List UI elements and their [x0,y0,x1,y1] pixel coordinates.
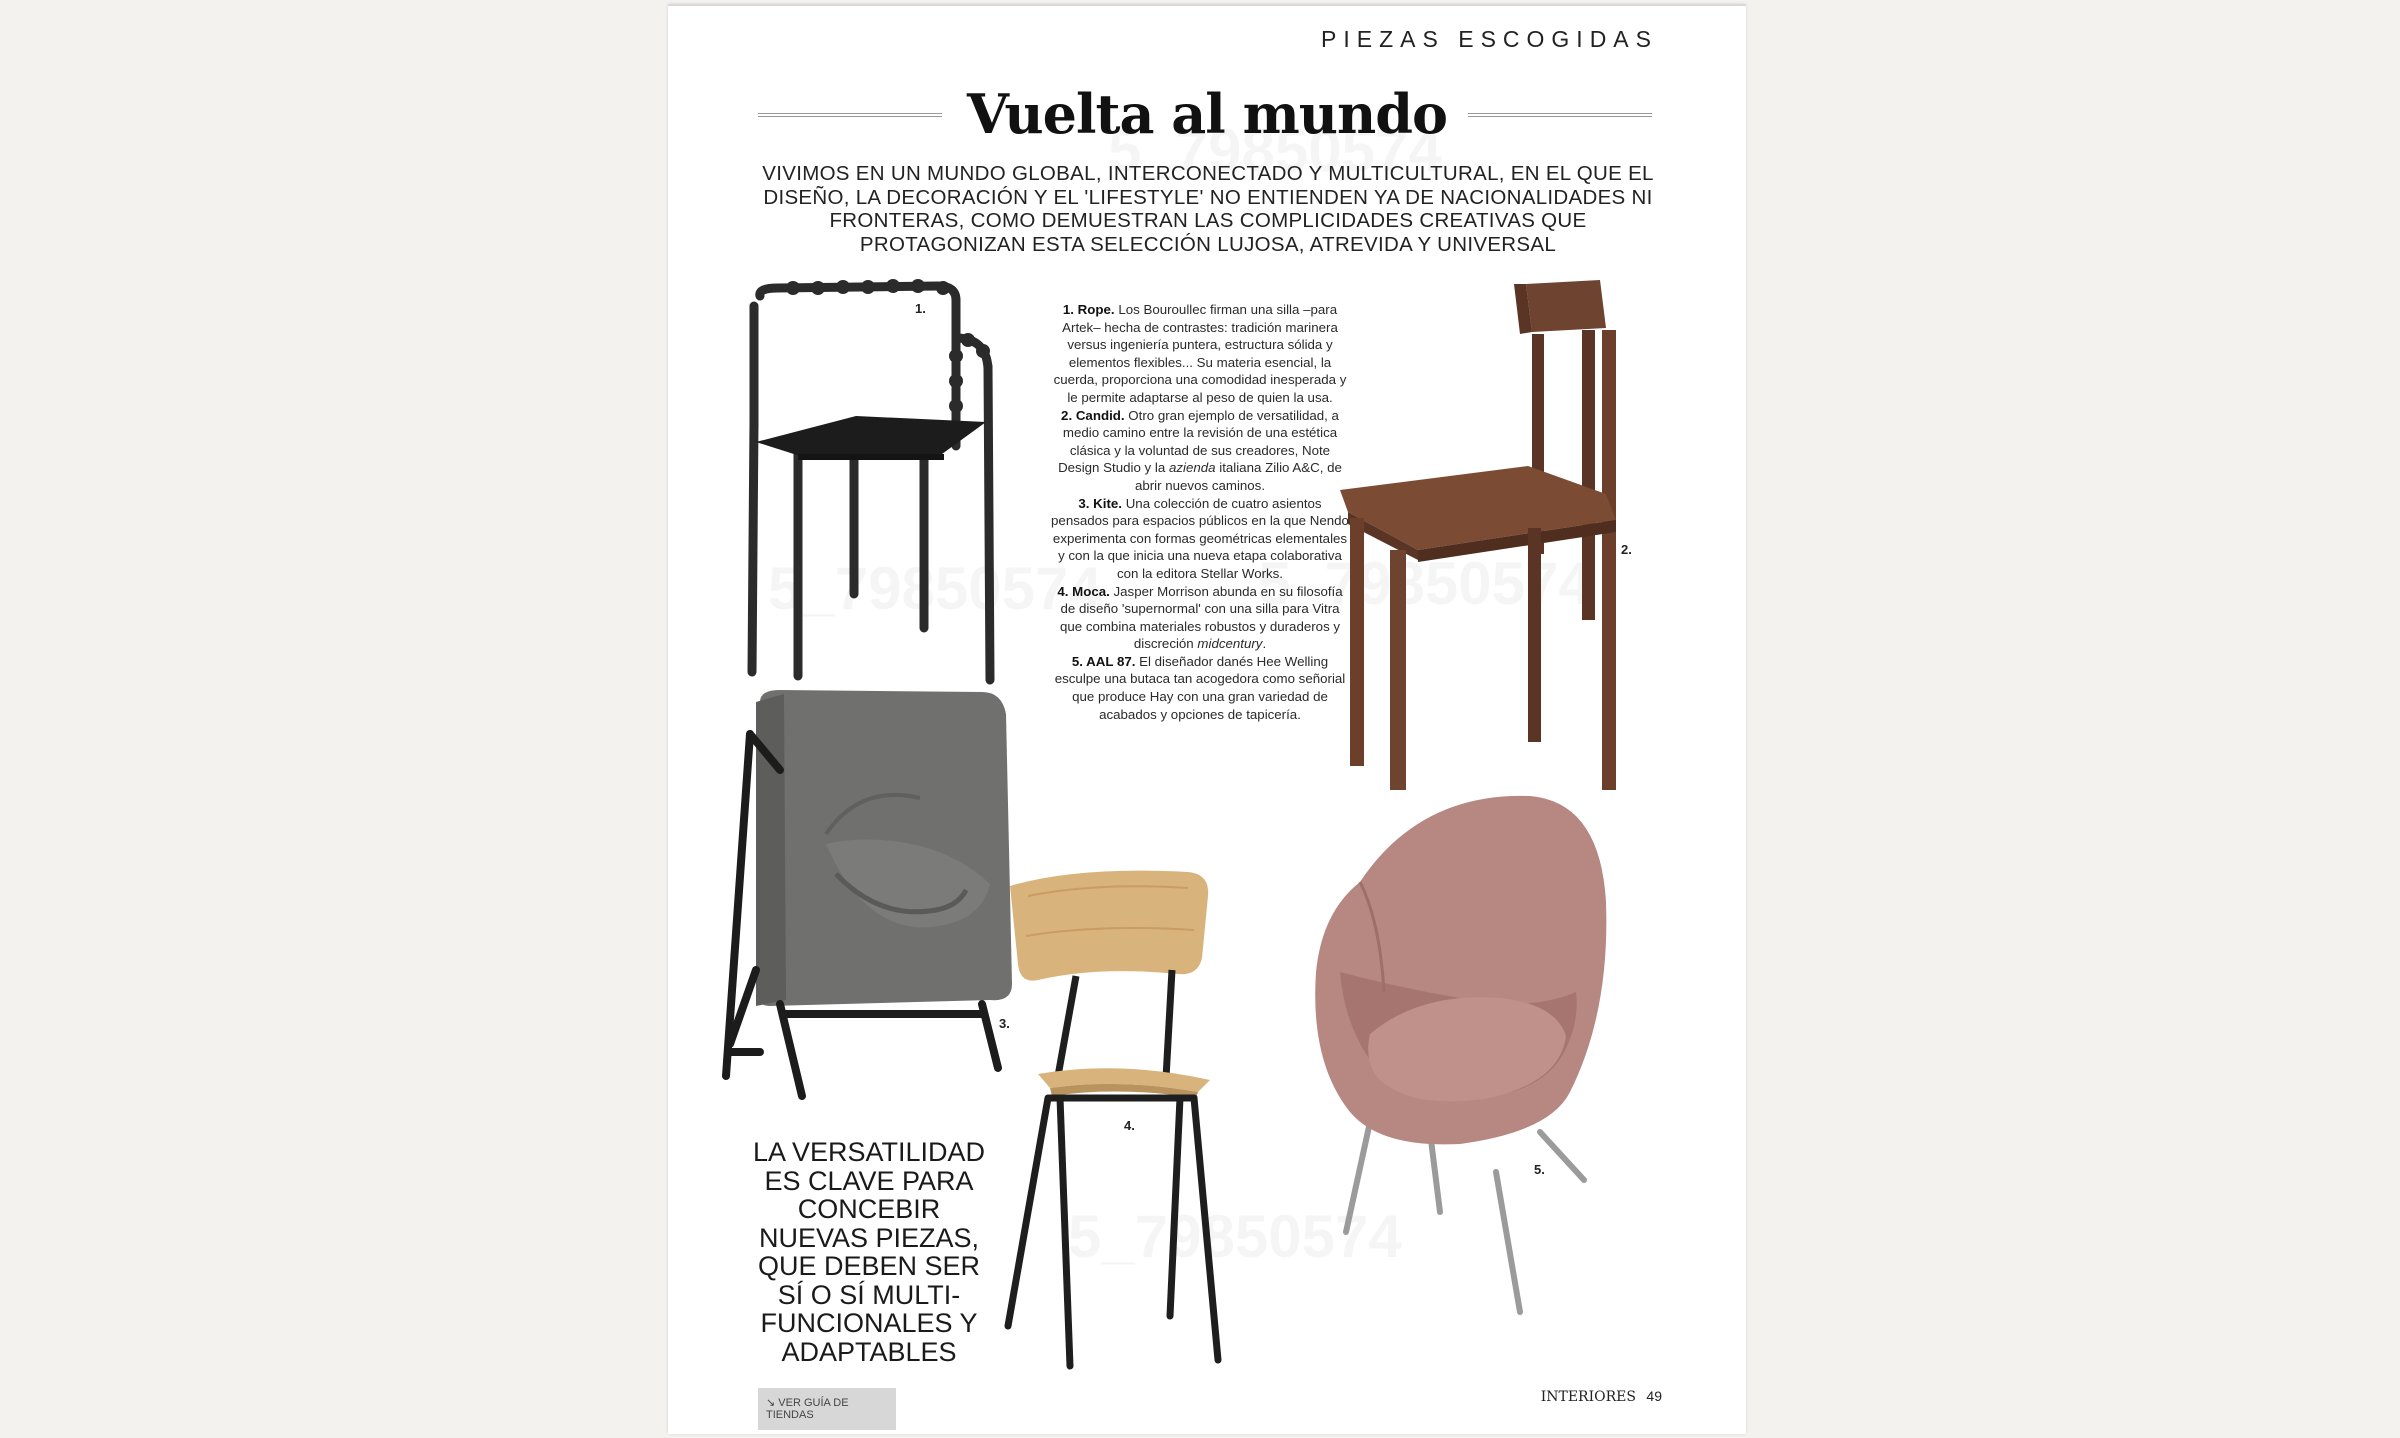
footer-folio [1541,1388,1662,1405]
section-header: PIEZAS ESCOGIDAS [1321,26,1658,52]
article-body [1050,301,1350,723]
item-number-1: 1. [915,301,926,316]
page-number: 49 [1646,1388,1662,1404]
kite-chair-image [720,684,1040,1104]
item-number-5: 5. [1534,1162,1545,1177]
item-name: 5. AAL 87. [1071,653,1136,669]
item-description: 3. Kite. Una colección de cuatro asientos pensados para espacios públicos en la que Nendo experimenta con formas geométricas elementales y con la que inicia una nueva etapa colaborativa con la editora Stellar Works. [1051,495,1349,581]
magazine-brand: INTERIORES [1540,1389,1636,1405]
pull-quote: LA VERSATILIDAD ES CLAVE PARA CONCEBIR NUEVAS PIEZAS, QUE DEBEN SER SÍ O SÍ MULTI-FUNCIONALES Y ADAPTABLES [752,1137,986,1367]
store-guide-label: ↘ VER GUÍA DE TIENDAS [766,1397,849,1421]
item-description: 4. Moca. Jasper Morrison abunda en su filosofía de diseño 'supernormal' con una silla para Vitra que combina materiales robustos y duraderos y discreción midcentury. [1057,583,1343,652]
item-number-4: 4. [1124,1118,1135,1133]
item-description: 5. AAL 87. El diseñador danés Hee Welling esculpe una butaca tan acogedora como señorial que produce Hay con una gran variedad de acabados y opciones de tapicería. [1054,653,1346,722]
item-number-3: 3. [999,1016,1010,1031]
item-description: 2. Candid. Otro gran ejemplo de versatilidad, a medio camino entre la revisión de una estética clásica y la voluntad de sus creadores, Note Design Studio y la azienda italiana Zilio A&C, de abrir nuevos caminos. [1058,407,1342,493]
rope-chair-image [738,276,1038,696]
item-number-2: 2. [1621,542,1632,557]
magazine-page [668,4,1746,1434]
candid-chair-image [1338,280,1668,790]
item-name: 2. Candid. [1061,407,1125,423]
aal-chair-image [1300,792,1620,1322]
item-name: 4. Moca. [1057,583,1110,599]
page-title: Vuelta al mundo [966,82,1448,146]
item-name: 3. Kite. [1078,495,1122,511]
item-name: 1. Rope. [1062,302,1115,317]
intro-paragraph: VIVIMOS EN UN MUNDO GLOBAL, INTERCONECTADO Y MULTICULTURAL, EN EL QUE EL DISEÑO, LA DECORACIÓN Y EL 'LIFESTYLE' NO ENTIENDEN YA DE NACIONALIDADES NI FRONTERAS, COMO DEMUESTRAN LAS COMPLICIDADES CREATIVAS QUE PROTAGONIZAN ESTA SELECCIÓN LUJOSA, ATREVIDA Y UNIVERSAL [762,162,1654,256]
item-description: 1. Rope. Los Bouroullec firman una silla –para Artek– hecha de contrastes: tradición marinera versus ingeniería puntera, estructura sólida y elementos flexibles... Su materia esencial, la cuerda, proporciona una comodidad inesperada y le permite adaptarse al peso de quien la usa. [1053,302,1347,405]
store-guide-tab[interactable] [758,1388,896,1430]
